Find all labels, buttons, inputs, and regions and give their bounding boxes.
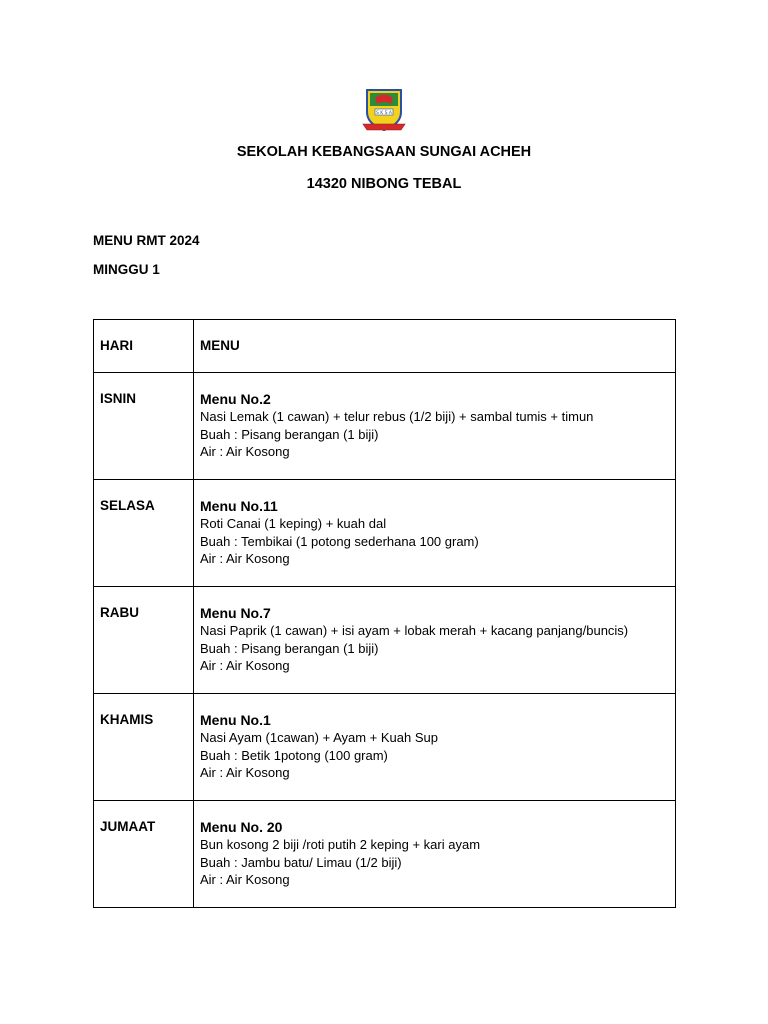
day-cell	[94, 480, 194, 587]
table-row	[94, 373, 676, 480]
menu-cell	[194, 480, 676, 587]
menu-line: Buah : Tembikai (1 potong sederhana 100 gram)	[200, 533, 479, 549]
menu-title: Menu No.7	[200, 605, 271, 621]
menu-title: Menu No.11	[200, 498, 278, 514]
school-address: 14320 NIBONG TEBAL	[306, 176, 462, 192]
menu-line: Nasi Paprik (1 cawan) + isi ayam + lobak merah + kacang panjang/buncis)	[200, 623, 629, 638]
header-label-day: HARI	[100, 338, 133, 353]
menu-table	[93, 319, 676, 908]
menu-line: Roti Canai (1 keping) + kuah dal	[200, 516, 387, 531]
menu-cell	[194, 587, 676, 694]
header-cell-day	[94, 320, 194, 373]
day-label: RABU	[100, 605, 139, 620]
table-row	[94, 694, 676, 801]
school-crest-logo	[361, 86, 407, 134]
menu-cell	[194, 801, 676, 908]
school-name: SEKOLAH KEBANGSAAN SUNGAI ACHEH	[236, 144, 532, 160]
menu-line: Buah : Betik 1potong (100 gram)	[200, 747, 388, 763]
menu-title: Menu No.1	[200, 712, 271, 728]
menu-line: Buah : Pisang berangan (1 biji)	[200, 426, 379, 442]
menu-line: Buah : Pisang berangan (1 biji)	[200, 640, 379, 656]
menu-line: Air : Air Kosong	[200, 658, 290, 673]
menu-line: Nasi Ayam (1cawan) + Ayam + Kuah Sup	[200, 730, 438, 745]
menu-title: Menu No.2	[200, 391, 271, 407]
day-label: KHAMIS	[100, 712, 154, 727]
menu-line: Air : Air Kosong	[200, 551, 290, 566]
header-cell-menu	[194, 320, 676, 373]
table-row	[94, 587, 676, 694]
menu-line: Air : Air Kosong	[200, 444, 290, 459]
menu-line: Nasi Lemak (1 cawan) + telur rebus (1/2 biji) + sambal tumis + timun	[200, 409, 594, 424]
table-header-row	[94, 320, 676, 373]
table-row	[94, 801, 676, 908]
header-label-menu: MENU	[200, 338, 240, 353]
menu-line: Buah : Jambu batu/ Limau (1/2 biji)	[200, 854, 402, 870]
day-label: ISNIN	[100, 391, 137, 406]
document-title: MENU RMT 2024	[93, 233, 200, 248]
menu-line: Air : Air Kosong	[200, 872, 290, 887]
menu-line: Air : Air Kosong	[200, 765, 290, 780]
day-cell	[94, 801, 194, 908]
logo-text: S K S A	[375, 111, 393, 116]
day-cell	[94, 373, 194, 480]
menu-title: Menu No. 20	[200, 819, 283, 835]
document-week: MINGGU 1	[93, 262, 160, 277]
menu-cell	[194, 373, 676, 480]
day-cell	[94, 694, 194, 801]
menu-line: Bun kosong 2 biji /roti putih 2 keping + kari ayam	[200, 837, 481, 852]
day-label: SELASA	[100, 498, 155, 513]
day-cell	[94, 587, 194, 694]
menu-cell	[194, 694, 676, 801]
table-row	[94, 480, 676, 587]
day-label: JUMAAT	[100, 819, 156, 834]
